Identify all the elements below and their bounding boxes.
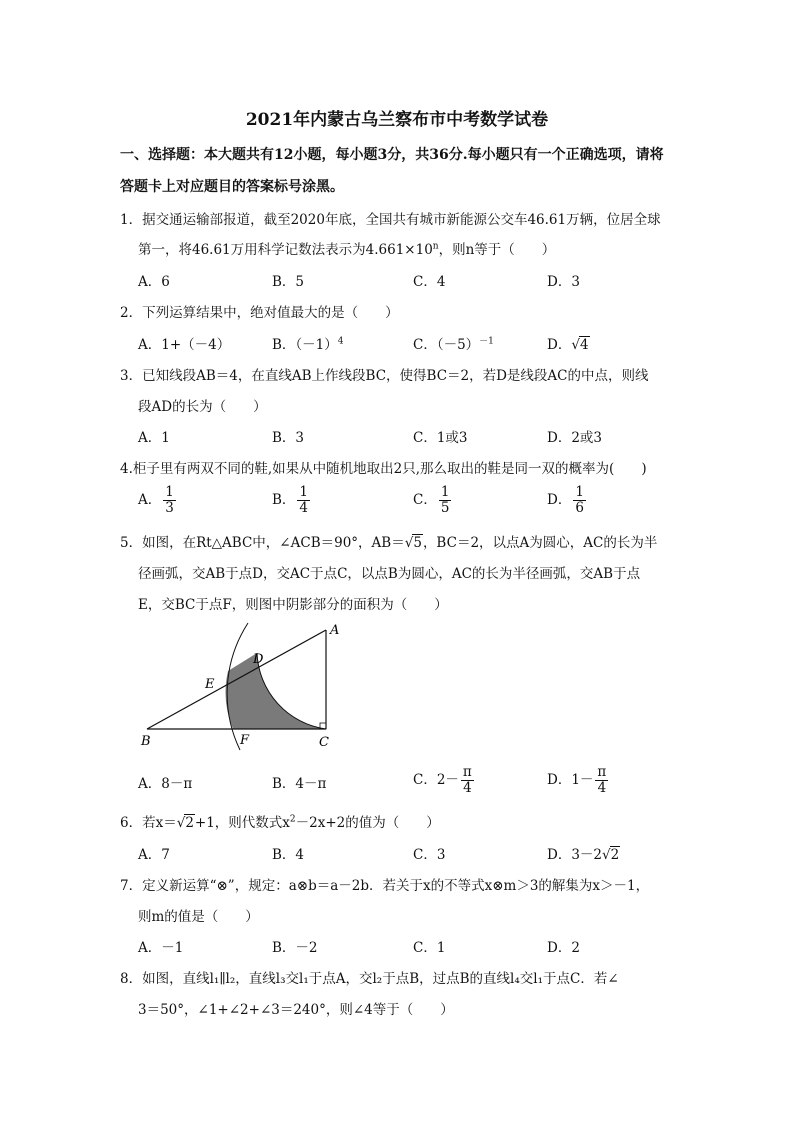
question-3-option-d: D．2或3 <box>547 430 603 446</box>
question-2-option-a: A．1+（－4） <box>138 337 231 353</box>
question-3-line-2: 段AD的长为（ ） <box>138 399 267 415</box>
question-2-stem: 2．下列运算结果中，绝对值最大的是（ ） <box>120 305 399 321</box>
label-a: A <box>330 623 340 638</box>
question-5-option-b: B．4－π <box>272 776 327 792</box>
question-4-option-a: A． $\frac{1}{3}$ <box>138 484 174 516</box>
label-d: D <box>253 652 264 667</box>
question-7-line-2: 则m的值是（ ） <box>138 909 259 925</box>
question-4-option-b: B． $\frac{1}{4}$ <box>272 484 309 516</box>
label-f: F <box>240 733 250 748</box>
label-c: C <box>319 735 329 750</box>
question-3-line-1: 3．已知线段AB＝4，在直线AB上作线段BC，使得BC＝2，若D是线段AC的中点，则线 <box>120 368 649 384</box>
section-heading-line-1: 一、选择题：本大题共有12小题，每小题3分，共36分.每小题只有一个正确选项，请将 <box>120 147 664 163</box>
question-4-option-c: C． $\frac{1}{5}$ <box>413 484 450 516</box>
question-5-line-3: E，交BC于点F，则图中阴影部分的面积为（ ） <box>138 597 448 613</box>
question-6-stem: 6．若x＝√2+1，则代数式$x^2-2x+2$的值为（ ） <box>120 814 440 831</box>
question-8-line-2: 3＝50°，∠1+∠2+∠3＝240°，则∠4等于（ ） <box>138 1002 454 1018</box>
question-5-line-2: 径画弧，交AB于点D，交AC于点C，以点B为圆心，AC的长为半径画弧，交AB于点 <box>138 566 641 582</box>
question-4-stem: 4.柜子里有两双不同的鞋,如果从中随机地取出2只,那么取出的鞋是同一双的概率为( ) <box>120 461 647 477</box>
question-6-option-b: B．4 <box>272 847 305 863</box>
page-title: 2021年内蒙古乌兰察布市中考数学试卷 <box>245 110 549 130</box>
question-1-option-b: B．5 <box>272 274 305 290</box>
question-1-option-c: C．4 <box>413 274 446 290</box>
question-3-option-b: B．3 <box>272 430 305 446</box>
question-3-option-c: C．1或3 <box>413 430 468 446</box>
question-7-option-a: A．－1 <box>138 940 184 956</box>
question-5-figure <box>130 620 360 755</box>
question-1-option-a: A．6 <box>138 274 170 290</box>
question-7-option-b: B．－2 <box>272 940 318 956</box>
question-3-option-a: A．1 <box>138 430 170 446</box>
question-2-option-d: D．√4 <box>547 337 589 353</box>
label-b: B <box>141 734 151 749</box>
question-1-line-2: 第一，将46.61万用科学记数法表示为$4.661\times 10^n$，则n等于（ ） <box>138 241 556 258</box>
section-heading <box>120 139 680 203</box>
question-1-line-1: 1．据交通运输部报道，截至2020年底，全国共有城市新能源公交车46.61万辆，位居全球 <box>120 212 661 228</box>
question-5-option-a: A．8－π <box>138 776 193 792</box>
question-5-option-c: C．2－ $\frac{\pi}{4}$ <box>413 764 472 796</box>
question-6-option-a: A．7 <box>138 847 170 863</box>
question-5-line-1: 5．如图，在Rt△ABC中，∠ACB＝90°，AB＝√5，BC＝2，以点A为圆心，AC的长为半 <box>120 535 658 551</box>
question-1-option-d: D．3 <box>547 274 580 290</box>
section-heading-line-2: 答题卡上对应题目的答案标号涂黑。 <box>120 179 344 195</box>
shaded-region <box>226 653 326 729</box>
question-2-option-c: C．$(-5)^{-1}$ <box>413 336 494 353</box>
label-e: E <box>205 677 215 692</box>
question-5-option-d: D．1－ $\frac{\pi}{4}$ <box>547 764 607 796</box>
question-7-option-c: C．1 <box>413 940 446 956</box>
question-4-option-d: D． $\frac{1}{6}$ <box>547 484 584 516</box>
question-7-line-1: 7．定义新运算“⊗”，规定：a⊗b＝a－2b．若关于x的不等式x⊗m＞3的解集为x＞－1， <box>120 878 650 894</box>
question-7-option-d: D．2 <box>547 940 580 956</box>
question-8-line-1: 8．如图，直线l₁∥l₂，直线l₃交l₁于点A，交l₂于点B，过点B的直线l₄交l₁于点C．若∠ <box>120 971 619 987</box>
question-2-option-b: B．$(-1)^4$ <box>272 336 344 353</box>
question-6-option-d: D．3－2√2 <box>547 847 620 863</box>
question-6-option-c: C．3 <box>413 847 446 863</box>
